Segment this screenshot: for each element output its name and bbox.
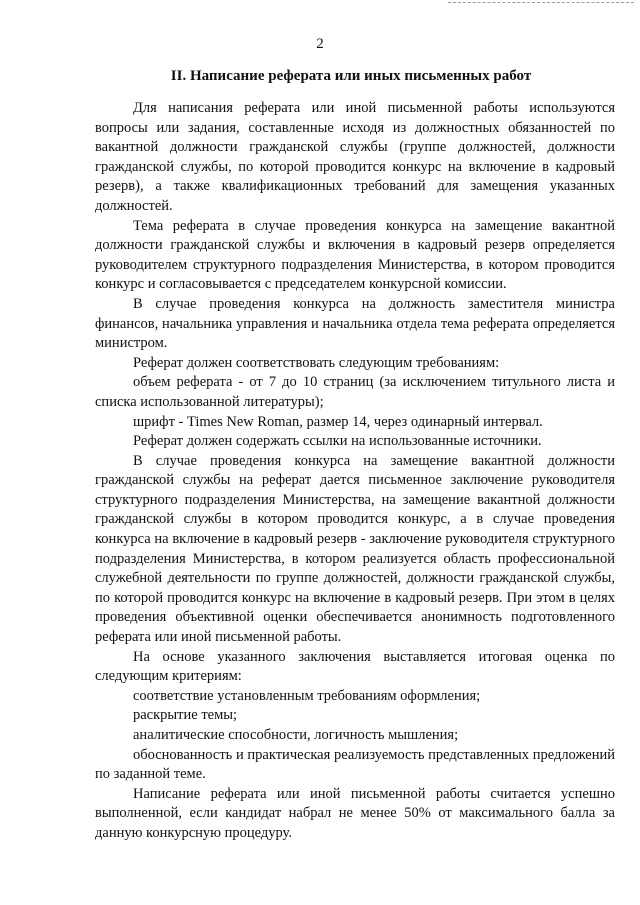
- paragraph-conclusion-procedure: В случае проведения конкурса на замещение вакантной должности гражданской службы на реферат дается письменное заключение руководителя структурного подразделения Министерства, на замещение вакантной должности гражданской службы в котором проводится конкурс, а в случае проведения конкурса на включение в кадровый резерв - заключение руководителя структурного подразделения Министерства, в котором реализуется область профессиональной служебной деятельности по группе должностей, должности гражданской службы, по которой проводится конкурс на включение в кадровый резерв. При этом в целях проведения объективной оценки обеспечивается анонимность подготовленного реферата или иной письменной работы.: [95, 452, 615, 646]
- scan-top-rule: [448, 2, 634, 3]
- paragraph-criteria-intro: На основе указанного заключения выставляется итоговая оценка по следующим критериям:: [95, 648, 615, 685]
- requirement-font: шрифт - Times New Roman, размер 14, через одинарный интервал.: [133, 413, 543, 430]
- criterion-analytical-ability: аналитические способности, логичность мышления;: [133, 727, 459, 743]
- paragraph-success-threshold: Написание реферата или иной письменной работы считается успешно выполненной, если кандидат набрал не менее 50% от максимального балла за данную конкурсную процедуру.: [95, 785, 615, 841]
- page-number: 2: [316, 36, 324, 52]
- paragraph-topics-source: Для написания реферата или иной письменной работы используются вопросы или задания, составленные исходя из должностных обязанностей по вакантной должности гражданской службы (группе должностей, должности гражданской службы, по которой проводится конкурс на включение в кадровый резерв), а также квалификационных требований для замещения указанных должностей.: [95, 100, 615, 214]
- criterion-feasibility: обоснованность и практическая реализуемость представленных предложений по заданной теме.: [95, 746, 615, 783]
- criterion-topic-coverage: раскрытие темы;: [133, 707, 238, 724]
- criterion-formatting: соответствие установленным требованиям оформления;: [133, 687, 481, 704]
- paragraph-topic-approval: Тема реферата в случае проведения конкурса на замещение вакантной должности гражданской службы и включения в кадровый резерв определяется руководителем структурного подразделения Министерства, в котором проводится конкурс и согласовывается с председателем конкурсной комиссии.: [95, 217, 615, 293]
- document-body: [95, 99, 615, 844]
- requirement-volume: объем реферата - от 7 до 10 страниц (за исключением титульного листа и списка использованной литературы);: [95, 374, 615, 410]
- paragraph-deputy-minister-topic: В случае проведения конкурса на должность заместителя министра финансов, начальника управления и начальника отдела тема реферата определяется министром.: [95, 295, 615, 352]
- requirement-references: Реферат должен содержать ссылки на использованные источники.: [133, 433, 542, 450]
- section-title: II. Написание реферата или иных письменных работ: [170, 68, 532, 84]
- paragraph-requirements-intro: Реферат должен соответствовать следующим требованиям:: [133, 354, 500, 371]
